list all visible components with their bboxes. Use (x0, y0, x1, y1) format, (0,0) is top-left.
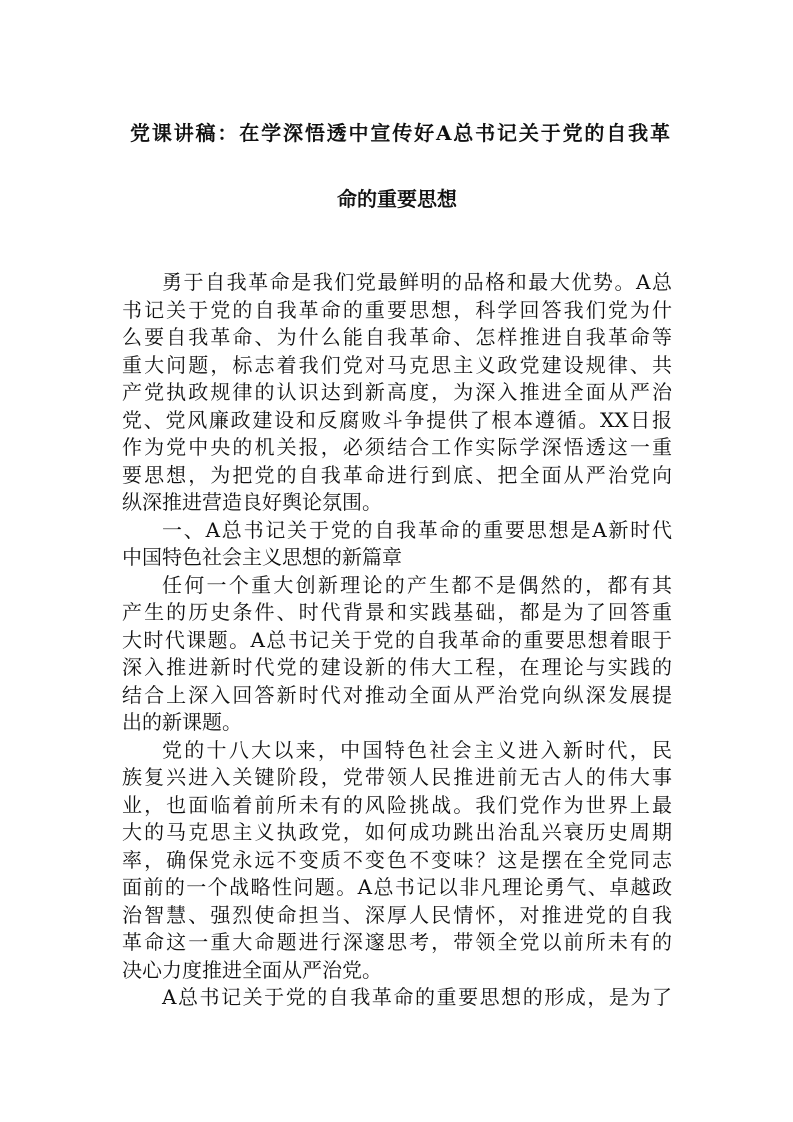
paragraph-line: 重大问题，标志着我们党对马克思主义政党建设规律、共 (122, 352, 672, 377)
document-title-line-2: 命的重要思想 (337, 187, 457, 211)
paragraph-line: A总书记关于党的自我革命的重要思想的形成，是为了 (162, 985, 672, 1009)
paragraph (122, 269, 672, 517)
paragraph (122, 572, 672, 737)
paragraph (122, 737, 672, 985)
paragraph (122, 517, 672, 572)
document-body (122, 269, 672, 1012)
paragraph-line: 革命这一重大命题进行深邃思考，带领全党以前所未有的 (122, 930, 672, 954)
paragraph-line: 决心力度推进全面从严治党。 (122, 957, 382, 982)
paragraph-line: 勇于自我革命是我们党最鲜明的品格和最大优势。A总 (162, 270, 672, 294)
paragraph-line: 么要自我革命、为什么能自我革命、怎样推进自我革命等 (122, 325, 672, 349)
paragraph-line: 一、A总书记关于党的自我革命的重要思想是A新时代 (162, 517, 672, 542)
paragraph-line: 纵深推进营造良好舆论氛围。 (122, 490, 382, 514)
paragraph-line: 业，也面临着前所未有的风险挑战。我们党作为世界上最 (122, 792, 672, 817)
document-title-line-1: 党课讲稿：在学深悟透中宣传好A总书记关于党的自我革 (130, 121, 670, 145)
paragraph-line: 要思想，为把党的自我革命进行到底、把全面从严治党向 (122, 462, 672, 487)
paragraph-line: 大时代课题。A总书记关于党的自我革命的重要思想着眼于 (122, 627, 672, 652)
paragraph-line: 治智慧、强烈使命担当、深厚人民情怀，对推进党的自我 (122, 902, 672, 927)
paragraph-line: 党的十八大以来，中国特色社会主义进入新时代，民 (162, 737, 672, 762)
paragraph-line: 作为党中央的机关报，必须结合工作实际学深悟透这一重 (122, 435, 672, 459)
paragraph-line: 出的新课题。 (122, 710, 242, 734)
paragraph-line: 大的马克思主义执政党，如何成功跳出治乱兴衰历史周期 (122, 820, 672, 844)
paragraph-line: 中国特色社会主义思想的新篇章 (122, 545, 402, 569)
paragraph-line: 党、党风廉政建设和反腐败斗争提供了根本遵循。XX日报 (122, 407, 672, 432)
paragraph-line: 率，确保党永远不变质不变色不变味？这是摆在全党同志 (122, 847, 672, 872)
paragraph-line: 产生的历史条件、时代背景和实践基础，都是为了回答重 (122, 600, 672, 624)
paragraph-line: 族复兴进入关键阶段，党带领人民推进前无古人的伟大事 (122, 765, 672, 789)
paragraph-line: 深入推进新时代党的建设新的伟大工程，在理论与实践的 (122, 655, 672, 679)
paragraph-line: 面前的一个战略性问题。A总书记以非凡理论勇气、卓越政 (122, 875, 672, 899)
paragraph-line: 书记关于党的自我革命的重要思想，科学回答我们党为什 (122, 297, 672, 322)
paragraph-line: 结合上深入回答新时代对推动全面从严治党向纵深发展提 (122, 682, 672, 707)
paragraph-line: 产党执政规律的认识达到新高度，为深入推进全面从严治 (122, 380, 672, 404)
paragraph (122, 984, 672, 1012)
paragraph-line: 任何一个重大创新理论的产生都不是偶然的，都有其 (162, 572, 672, 597)
